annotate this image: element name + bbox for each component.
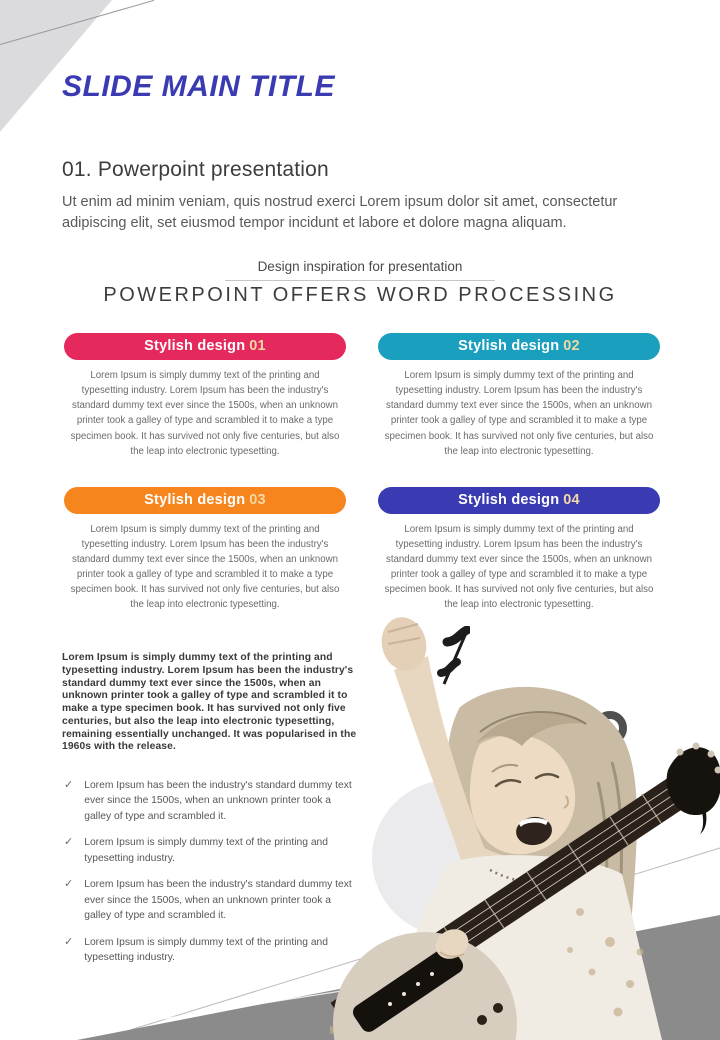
card-02-body: Lorem Ipsum is simply dummy text of the printing and typesetting industry. Lorem Ipsum has been the industry's standard dummy text ever since the 1500s, when an unknown printer took a galley of type and scrambled it to make a type specimen book. It has survived not only five centuries, but also the leap into electronic typesetting. <box>384 370 654 457</box>
design-cards-grid <box>64 333 660 613</box>
card-stylish-design-01 <box>64 333 346 459</box>
card-02-number: 02 <box>563 338 580 354</box>
card-04-label: Stylish design <box>458 491 560 508</box>
section-eyebrow: Design inspiration for presentation <box>257 259 463 274</box>
page-title: SLIDE MAIN TITLE <box>62 70 335 103</box>
card-03-body: Lorem Ipsum is simply dummy text of the printing and typesetting industry. Lorem Ipsum has been the industry's standard dummy text ever since the 1500s, when an unknown printer took a galley of type and scrambled it to make a type specimen book. It has survived not only five centuries, but also the leap into electronic typesetting. <box>70 523 340 611</box>
card-02-label: Stylish design <box>458 338 560 354</box>
checkmark-icon: ✓ <box>64 878 74 891</box>
checkmark-icon: ✓ <box>64 779 74 791</box>
checkmark-icon: ✓ <box>64 935 74 948</box>
card-01-label: Stylish design <box>144 338 246 354</box>
card-03-label: Stylish design <box>144 491 246 508</box>
list-item-text: Lorem Ipsum is simply dummy text of the printing and typesetting industry. <box>84 936 329 963</box>
card-04-number: 04 <box>563 491 580 508</box>
card-stylish-design-02 <box>378 333 660 459</box>
card-04-pill <box>378 487 660 514</box>
card-01-body: Lorem Ipsum is simply dummy text of the printing and typesetting industry. Lorem Ipsum has been the industry's standard dummy text ever since the 1500s, when an unknown printer took a galley of type and scrambled it to make a type specimen book. It has survived not only five centuries, but also the leap into electronic typesetting. <box>70 370 340 457</box>
intro-heading: 01. Powerpoint presentation <box>62 158 329 181</box>
card-03-pill <box>64 487 346 514</box>
card-01-pill <box>64 333 346 360</box>
list-item <box>64 778 356 824</box>
card-02-pill <box>378 333 660 360</box>
intro-body-text: Ut enim ad minim veniam, quis nostrud exerci Lorem ipsum dolor sit amet, consectetur adipiscing elit, set eiusmod tempor incidunt et labore et dolore magna aliquam. <box>62 194 618 232</box>
card-04-body: Lorem Ipsum is simply dummy text of the printing and typesetting industry. Lorem Ipsum has been the industry's standard dummy text ever since the 1500s, when an unknown printer took a galley of type and scrambled it to make a type specimen book. It has survived not only five centuries, but also the leap into electronic typesetting. <box>384 523 654 611</box>
section-heading: POWERPOINT OFFERS WORD PROCESSING <box>103 284 617 306</box>
section-divider-line <box>225 280 495 281</box>
card-01-number: 01 <box>249 338 266 354</box>
list-item-text: Lorem Ipsum is simply dummy text of the printing and typesetting industry. <box>84 837 329 864</box>
card-stylish-design-04 <box>378 487 660 613</box>
girl-guitar-illustration <box>330 612 720 1040</box>
list-item-text: Lorem Ipsum has been the industry's standard dummy text ever since the 1500s, when an unknown printer took a galley of type and scrambled it. <box>84 879 352 922</box>
card-03-number: 03 <box>249 491 266 508</box>
summary-paragraph: Lorem Ipsum is simply dummy text of the printing and typesetting industry. Lorem Ipsum has been the industry's standard dummy text ever since the 1500s, when an unknown printer took a galley of type and scrambled it to make a type specimen book. It has survived not only five centuries, but also the leap into electronic typesetting, remaining essentially unchanged. It was popularised in the 1960s with the release. <box>62 652 357 753</box>
top-left-triangle-decor <box>0 0 112 132</box>
checkmark-icon: ✓ <box>64 836 74 849</box>
card-stylish-design-03 <box>64 487 346 613</box>
list-item-text: Lorem Ipsum has been the industry's standard dummy text ever since the 1500s, when an unknown printer took a galley of type and scrambled it. <box>84 780 352 822</box>
